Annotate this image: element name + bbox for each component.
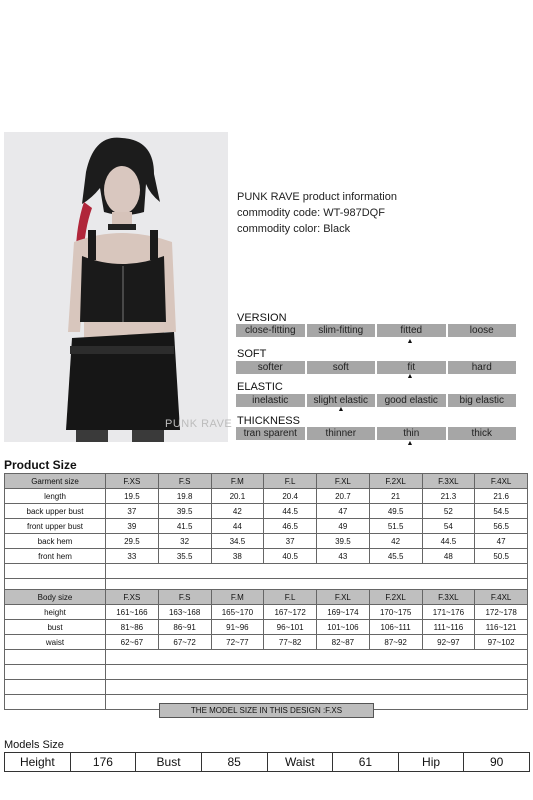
table-row-label: front upper bust: [5, 519, 106, 534]
table-row: [5, 504, 528, 519]
table-cell: 169~174: [317, 605, 370, 620]
table-row: [5, 605, 528, 620]
table-cell: 97~102: [475, 635, 528, 650]
table-header-row: [5, 474, 528, 489]
table-cell: 37: [264, 534, 317, 549]
soft-option: fit: [377, 361, 446, 374]
models-value-bust: 85: [201, 753, 267, 772]
table-header-cell: F.L: [264, 590, 317, 605]
table-cell: 47: [475, 534, 528, 549]
thickness-scale: [236, 427, 516, 440]
thickness-option: thick: [448, 427, 517, 440]
table-row: [5, 620, 528, 635]
thickness-option: tran sparent: [236, 427, 305, 440]
table-cell: 44.5: [422, 534, 475, 549]
table-cell: 52: [422, 504, 475, 519]
soft-option: hard: [448, 361, 517, 374]
info-commodity-code: commodity code: WT-987DQF: [237, 207, 385, 219]
table-cell: 35.5: [158, 549, 211, 564]
table-cell: 39.5: [158, 504, 211, 519]
table-row: [5, 519, 528, 534]
elastic-option: slight elastic: [307, 394, 376, 407]
table-cell: [5, 695, 106, 710]
version-selected-marker-icon: ▲: [406, 338, 414, 345]
photo-watermark: PUNK RAVE: [165, 418, 233, 430]
table-cell: 170~175: [369, 605, 422, 620]
table-cell: 54.5: [475, 504, 528, 519]
table-cell: 42: [369, 534, 422, 549]
table-cell: 20.1: [211, 489, 264, 504]
table-cell: [5, 650, 106, 665]
table-cell: [106, 564, 528, 579]
table-cell: 21: [369, 489, 422, 504]
table-header-cell: F.S: [158, 590, 211, 605]
table-cell: 91~96: [211, 620, 264, 635]
table-header-cell: F.XS: [106, 474, 159, 489]
table-header-cell: F.2XL: [369, 590, 422, 605]
models-label-bust: Bust: [136, 753, 202, 772]
table-header-cell: Body size: [5, 590, 106, 605]
thickness-option: thin: [377, 427, 446, 440]
models-label-height: Height: [5, 753, 71, 772]
elastic-option: inelastic: [236, 394, 305, 407]
table-cell: 116~121: [475, 620, 528, 635]
thickness-title: THICKNESS: [237, 415, 300, 427]
version-title: VERSION: [237, 312, 287, 324]
table-cell: 38: [211, 549, 264, 564]
models-value-height: 176: [70, 753, 136, 772]
table-row-label: bust: [5, 620, 106, 635]
table-row-label: height: [5, 605, 106, 620]
table-header-cell: Garment size: [5, 474, 106, 489]
elastic-option: good elastic: [377, 394, 446, 407]
table-cell: 19.8: [158, 489, 211, 504]
table-cell: 44: [211, 519, 264, 534]
soft-option: soft: [307, 361, 376, 374]
table-header-cell: F.M: [211, 590, 264, 605]
table-cell: 54: [422, 519, 475, 534]
table-cell: 29.5: [106, 534, 159, 549]
table-cell: 171~176: [422, 605, 475, 620]
table-cell: 49.5: [369, 504, 422, 519]
table-cell: [106, 665, 528, 680]
table-cell: 96~101: [264, 620, 317, 635]
table-cell: 33: [106, 549, 159, 564]
table-cell: 47: [317, 504, 370, 519]
table-cell: 163~168: [158, 605, 211, 620]
table-row: [5, 753, 530, 772]
table-row-empty: [5, 680, 528, 695]
product-photo: [4, 132, 228, 442]
table-cell: 56.5: [475, 519, 528, 534]
table-header-cell: F.2XL: [369, 474, 422, 489]
table-cell: 82~87: [317, 635, 370, 650]
table-row-empty: [5, 564, 528, 579]
thickness-option: thinner: [307, 427, 376, 440]
models-size-table: [4, 752, 530, 772]
elastic-option: big elastic: [448, 394, 517, 407]
models-label-waist: Waist: [267, 753, 333, 772]
table-row: [5, 489, 528, 504]
table-cell: 39.5: [317, 534, 370, 549]
table-cell: 37: [106, 504, 159, 519]
table-cell: 165~170: [211, 605, 264, 620]
product-size-title: Product Size: [4, 458, 77, 472]
table-cell: 49: [317, 519, 370, 534]
models-value-hip: 90: [464, 753, 530, 772]
table-cell: 32: [158, 534, 211, 549]
version-option: close-fitting: [236, 324, 305, 337]
table-cell: 44.5: [264, 504, 317, 519]
table-row: [5, 549, 528, 564]
table-row-empty: [5, 665, 528, 680]
table-cell: 106~111: [369, 620, 422, 635]
table-header-cell: F.3XL: [422, 590, 475, 605]
table-header-cell: F.4XL: [475, 590, 528, 605]
table-row: [5, 635, 528, 650]
table-cell: 101~106: [317, 620, 370, 635]
table-cell: 34.5: [211, 534, 264, 549]
table-cell: 50.5: [475, 549, 528, 564]
table-row-label: back hem: [5, 534, 106, 549]
models-size-title: Models Size: [4, 739, 64, 751]
table-header-row: [5, 590, 528, 605]
table-cell: 42: [211, 504, 264, 519]
table-row-label: waist: [5, 635, 106, 650]
table-cell: 51.5: [369, 519, 422, 534]
table-cell: [5, 665, 106, 680]
version-option: fitted: [377, 324, 446, 337]
table-cell: 41.5: [158, 519, 211, 534]
table-cell: 39: [106, 519, 159, 534]
soft-option: softer: [236, 361, 305, 374]
info-brand: PUNK RAVE product information: [237, 191, 397, 203]
product-size-table: [4, 473, 528, 594]
version-scale: [236, 324, 516, 337]
table-header-cell: F.XL: [317, 474, 370, 489]
table-cell: 72~77: [211, 635, 264, 650]
soft-selected-marker-icon: ▲: [406, 373, 414, 380]
table-cell: [5, 680, 106, 695]
table-row: [5, 534, 528, 549]
table-cell: [106, 650, 528, 665]
table-row-empty: [5, 650, 528, 665]
table-cell: 172~178: [475, 605, 528, 620]
table-cell: 20.4: [264, 489, 317, 504]
table-cell: 43: [317, 549, 370, 564]
table-cell: 86~91: [158, 620, 211, 635]
table-cell: 67~72: [158, 635, 211, 650]
table-cell: 48: [422, 549, 475, 564]
table-cell: 167~172: [264, 605, 317, 620]
models-label-hip: Hip: [398, 753, 464, 772]
table-cell: 19.5: [106, 489, 159, 504]
table-cell: 81~86: [106, 620, 159, 635]
model-size-note: THE MODEL SIZE IN THIS DESIGN :F.XS: [159, 703, 374, 718]
soft-scale: [236, 361, 516, 374]
table-header-cell: F.L: [264, 474, 317, 489]
info-commodity-color: commodity color: Black: [237, 223, 351, 235]
table-header-cell: F.4XL: [475, 474, 528, 489]
version-option: loose: [448, 324, 517, 337]
table-header-cell: F.M: [211, 474, 264, 489]
table-cell: [106, 680, 528, 695]
soft-title: SOFT: [237, 348, 267, 360]
thickness-selected-marker-icon: ▲: [406, 440, 414, 447]
version-option: slim-fitting: [307, 324, 376, 337]
table-header-cell: F.3XL: [422, 474, 475, 489]
table-cell: 45.5: [369, 549, 422, 564]
table-row-label: length: [5, 489, 106, 504]
table-cell: 20.7: [317, 489, 370, 504]
table-cell: 92~97: [422, 635, 475, 650]
table-cell: 111~116: [422, 620, 475, 635]
models-value-waist: 61: [333, 753, 399, 772]
table-cell: 21.3: [422, 489, 475, 504]
elastic-title: ELASTIC: [237, 381, 283, 393]
body-size-table: [4, 589, 528, 710]
table-cell: 87~92: [369, 635, 422, 650]
table-header-cell: F.S: [158, 474, 211, 489]
table-header-cell: F.XS: [106, 590, 159, 605]
table-cell: 46.5: [264, 519, 317, 534]
table-cell: 77~82: [264, 635, 317, 650]
table-cell: [5, 564, 106, 579]
table-row-label: back upper bust: [5, 504, 106, 519]
table-cell: 40.5: [264, 549, 317, 564]
table-cell: 21.6: [475, 489, 528, 504]
elastic-selected-marker-icon: ▲: [337, 406, 345, 413]
table-cell: 161~166: [106, 605, 159, 620]
table-cell: 62~67: [106, 635, 159, 650]
table-header-cell: F.XL: [317, 590, 370, 605]
table-row-label: front hem: [5, 549, 106, 564]
elastic-scale: [236, 394, 516, 407]
